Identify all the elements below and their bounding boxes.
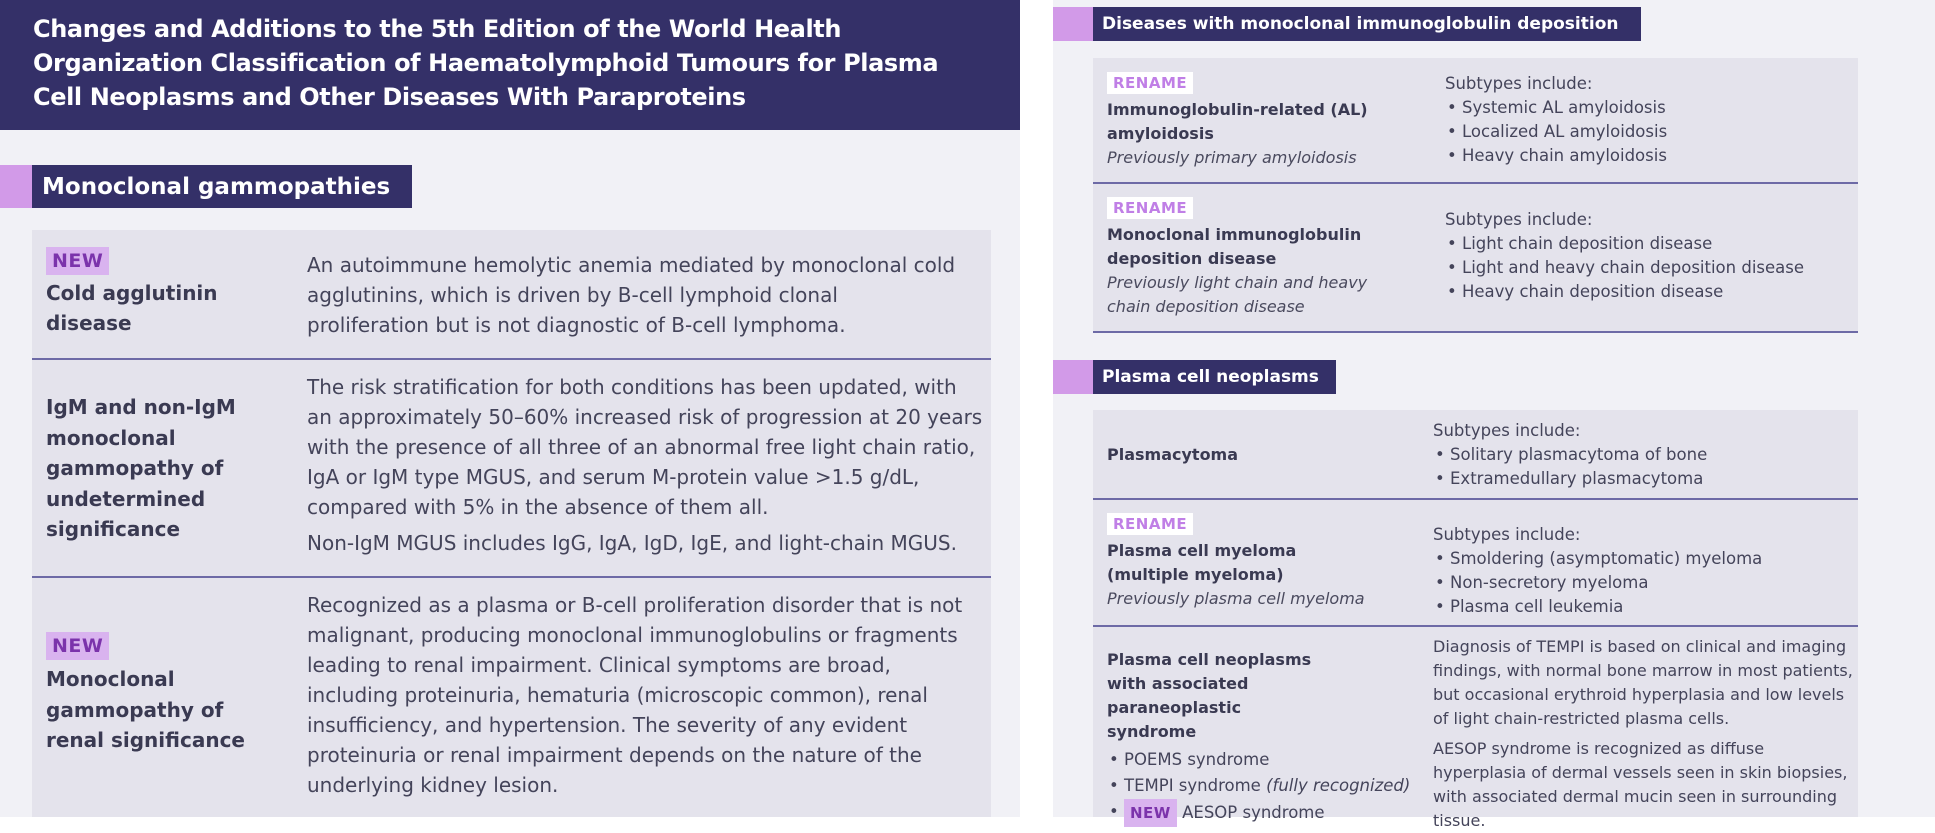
- previous-name: Previously plasma cell myeloma: [1107, 589, 1365, 608]
- row-name: IgM and non-IgM monoclonal gammopathy of undetermined significance: [46, 395, 236, 541]
- rename-badge: RENAME: [1107, 197, 1193, 219]
- list-item: • Systemic AL amyloidosis: [1445, 96, 1845, 120]
- new-badge: NEW: [46, 247, 109, 275]
- new-badge: NEW: [1124, 799, 1177, 827]
- table-row: [1093, 500, 1858, 627]
- list-item: • Smoldering (asymptomatic) myeloma: [1433, 547, 1843, 571]
- subtypes-list: [1433, 547, 1843, 619]
- previous-name: Previously light chain and heavy chain deposition disease: [1107, 273, 1368, 316]
- table-row: [1093, 627, 1858, 830]
- table-row: [1093, 184, 1858, 333]
- table-row: [32, 230, 991, 360]
- subtypes-list: [1445, 96, 1845, 168]
- list-item: • Localized AL amyloidosis: [1445, 120, 1845, 144]
- list-item: • Extramedullary plasmacytoma: [1433, 467, 1843, 491]
- row-description: The risk stratification for both conditions has been updated, with an approximately 50–60% increased risk of progression at 20 years with the presence of all three of an abnormal free light chain ratio, IgA or IgM type MGUS, and serum M-protein value >1.5 g/dL, compared with 5% in the absence of them all.: [307, 375, 983, 519]
- list-item: • Heavy chain deposition disease: [1445, 280, 1845, 304]
- fully-recognized-note: (fully recognized): [1266, 776, 1411, 795]
- subtypes-title: Subtypes include:: [1445, 74, 1593, 93]
- rename-badge: RENAME: [1107, 72, 1193, 94]
- list-item: • Non-secretory myeloma: [1433, 571, 1843, 595]
- row-name: Plasma cell neoplasms with associated paraneoplastic syndrome: [1107, 650, 1312, 741]
- subtypes-list: [1433, 443, 1843, 491]
- row-name: Monoclonal gammopathy of renal significance: [46, 667, 245, 752]
- list-item: • POEMS syndrome: [1107, 747, 1423, 773]
- section-heading-label: Plasma cell neoplasms: [1093, 360, 1336, 394]
- monoclonal-table: [32, 230, 991, 817]
- subtypes-title: Subtypes include:: [1445, 210, 1593, 229]
- section-heading-label: Monoclonal gammopathies: [32, 165, 412, 208]
- section-heading-deposition: [1053, 7, 1641, 41]
- list-item: • TEMPI syndrome (fully recognized): [1107, 773, 1423, 799]
- row-name: Monoclonal immunoglobulin deposition disease: [1107, 225, 1362, 268]
- page-title: Changes and Additions to the 5th Edition of the World Health Organization Classification of Haematolymphoid Tumours for Plasma Cell Neoplasms and Other Diseases With Paraproteins: [0, 0, 1020, 130]
- list-item: • Heavy chain amyloidosis: [1445, 144, 1845, 168]
- list-item: • Solitary plasmacytoma of bone: [1433, 443, 1843, 467]
- table-row: [32, 578, 991, 817]
- subtypes-list: [1445, 232, 1845, 304]
- subtypes-title: Subtypes include:: [1433, 421, 1581, 440]
- list-item: • Light chain deposition disease: [1445, 232, 1845, 256]
- list-item: • Plasma cell leukemia: [1433, 595, 1843, 619]
- row-description: An autoimmune hemolytic anemia mediated by monoclonal cold agglutinins, which is driven by B-cell lymphoid clonal proliferation but is not diagnostic of B-cell lymphoma.: [307, 253, 956, 337]
- new-badge: NEW: [46, 632, 109, 660]
- section-heading-label: Diseases with monoclonal immunoglobulin deposition: [1093, 7, 1641, 41]
- list-item: • Light and heavy chain deposition disease: [1445, 256, 1845, 280]
- row-name: Cold agglutinin disease: [46, 281, 218, 335]
- deposition-table: [1093, 58, 1858, 333]
- subtypes-title: Subtypes include:: [1433, 525, 1581, 544]
- table-row: [1093, 58, 1858, 184]
- row-description-extra: AESOP syndrome is recognized as diffuse hyperplasia of dermal vessels seen in skin biopsies, with associated dermal mucin seen in surrounding tissue.: [1433, 739, 1848, 830]
- table-row: [32, 360, 991, 578]
- rename-badge: RENAME: [1107, 513, 1193, 535]
- row-name: Plasma cell myeloma (multiple myeloma): [1107, 541, 1297, 584]
- row-description: Diagnosis of TEMPI is based on clinical and imaging findings, with normal bone marrow in most patients, but occasional erythroid hyperplasia and low levels of light chain-restricted plasma cells.: [1433, 637, 1853, 728]
- syndrome-list: [1107, 747, 1423, 827]
- row-name: Plasmacytoma: [1107, 445, 1239, 464]
- row-description: Recognized as a plasma or B-cell proliferation disorder that is not malignant, producing monoclonal immunoglobulins or fragments leading to renal impairment. Clinical symptoms are broad, including proteinuria, hematuria (microscopic common), renal insufficiency, and hypertension. The severity of any evident proteinuria or renal impairment depends on the nature of the underlying kidney lesion.: [307, 593, 963, 797]
- row-description-extra: Non-IgM MGUS includes IgG, IgA, IgD, IgE, and light-chain MGUS.: [307, 531, 957, 555]
- previous-name: Previously primary amyloidosis: [1107, 148, 1357, 167]
- section-heading-plasma: [1053, 360, 1336, 394]
- table-row: [1093, 410, 1858, 500]
- row-name: Immunoglobulin-related (AL) amyloidosis: [1107, 100, 1368, 143]
- section-heading-monoclonal: [0, 165, 412, 208]
- list-item: • NEW AESOP syndrome: [1107, 799, 1423, 827]
- plasma-table: [1093, 410, 1858, 830]
